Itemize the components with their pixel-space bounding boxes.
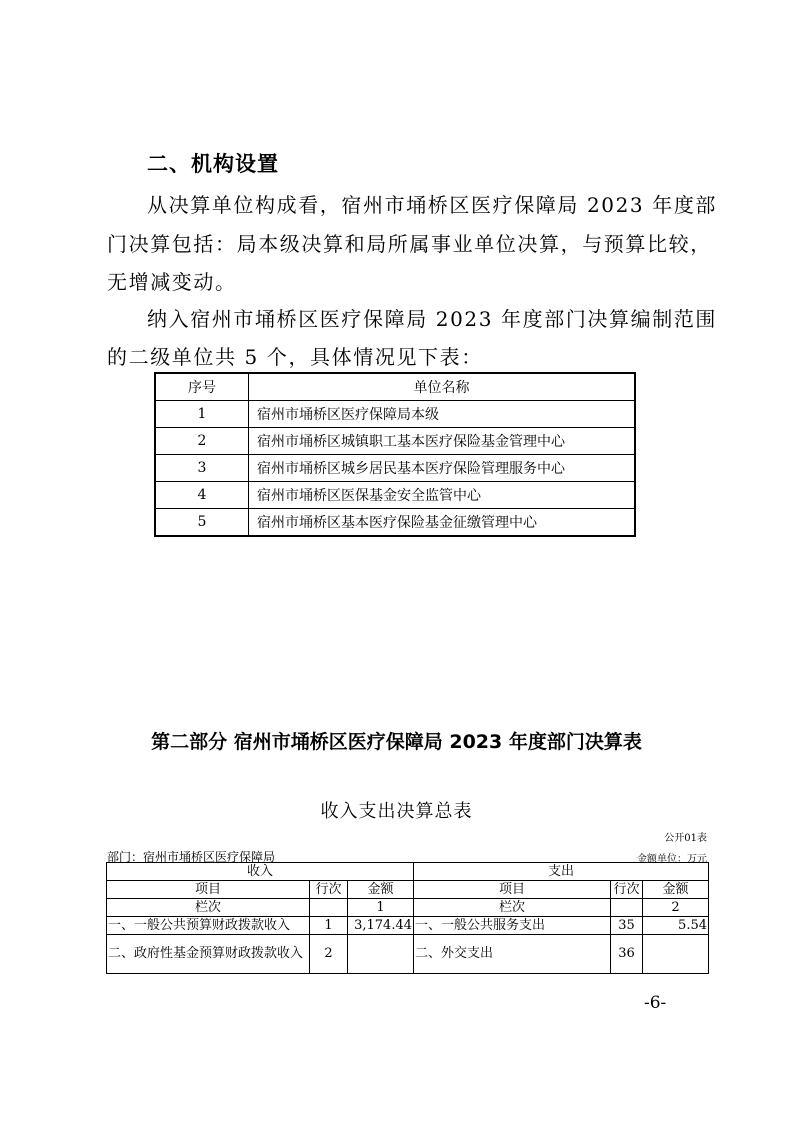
- paragraph-line: 纳入宿州市埇桥区医疗保障局 2023 年度部门决算编制范围: [147, 307, 718, 331]
- lanci-label: 栏次: [414, 899, 611, 917]
- column-header: 行次: [310, 881, 348, 899]
- table-row: [107, 935, 709, 974]
- lanci-label: 栏次: [107, 899, 310, 917]
- section-heading: 二、机构设置: [147, 152, 279, 176]
- unit-name: 宿州市埇桥区医疗保障局本级: [249, 401, 636, 428]
- column-header: 项目: [107, 881, 310, 899]
- paragraph-line: 的二级单位共 5 个，具体情况见下表：: [107, 345, 483, 369]
- income-item: 二、政府性基金预算财政拨款收入: [107, 935, 310, 974]
- column-header: 项目: [414, 881, 611, 899]
- department-label: 部门：宿州市埇桥区医疗保障局: [107, 850, 276, 864]
- row-number: 3: [155, 455, 249, 482]
- paragraph-line: 无增减变动。: [107, 270, 237, 294]
- amount-unit-label: 金额单位：万元: [637, 854, 707, 865]
- part-title: 第二部分 宿州市埇桥区医疗保障局 2023 年度部门决算表: [151, 731, 642, 753]
- income-line: 1: [310, 917, 348, 935]
- column-header: 金额: [643, 881, 709, 899]
- table-row: [155, 482, 635, 509]
- unit-name: 宿州市埇桥区城乡居民基本医疗保险管理服务中心: [249, 455, 636, 482]
- table-header-row: [107, 863, 709, 881]
- unit-name: 宿州市埇桥区医保基金安全监管中心: [249, 482, 636, 509]
- column-header: 金额: [348, 881, 414, 899]
- expense-item: 一、一般公共服务支出: [414, 917, 611, 935]
- expense-item: 二、外交支出: [414, 935, 611, 974]
- table-row: [155, 455, 635, 482]
- empty-cell: [611, 899, 643, 917]
- row-number: 2: [155, 428, 249, 455]
- page-number: -6-: [644, 993, 667, 1013]
- expense-header: 支出: [414, 863, 709, 881]
- expense-line: 35: [611, 917, 643, 935]
- paragraph-line: 从决算单位构成看，宿州市埇桥区医疗保障局 2023 年度部: [147, 193, 718, 217]
- table-header-row: [107, 881, 709, 899]
- unit-name: 宿州市埇桥区基本医疗保险基金征缴管理中心: [249, 509, 636, 537]
- empty-cell: [310, 899, 348, 917]
- income-item: 一、一般公共预算财政拨款收入: [107, 917, 310, 935]
- expense-line: 36: [611, 935, 643, 974]
- income-amount: [348, 935, 414, 974]
- column-header: 序号: [155, 373, 249, 401]
- lanci-number: 1: [348, 899, 414, 917]
- lanci-number: 2: [643, 899, 709, 917]
- table-row: [107, 899, 709, 917]
- column-header: 行次: [611, 881, 643, 899]
- income-amount: 3,174.44: [348, 917, 414, 935]
- income-line: 2: [310, 935, 348, 974]
- report-title: 收入支出决算总表: [320, 801, 473, 822]
- expense-amount: [643, 935, 709, 974]
- column-header: 单位名称: [249, 373, 636, 401]
- paragraph-line: 门决算包括：局本级决算和局所属事业单位决算，与预算比较，: [107, 232, 712, 256]
- form-number: 公开01表: [664, 833, 707, 844]
- expense-amount: 5.54: [643, 917, 709, 935]
- table-header-row: [155, 373, 635, 401]
- table-row: [155, 401, 635, 428]
- income-expense-table: [106, 862, 709, 974]
- row-number: 4: [155, 482, 249, 509]
- table-row: [107, 917, 709, 935]
- unit-name: 宿州市埇桥区城镇职工基本医疗保险基金管理中心: [249, 428, 636, 455]
- income-header: 收入: [107, 863, 414, 881]
- row-number: 1: [155, 401, 249, 428]
- row-number: 5: [155, 509, 249, 537]
- table-row: [155, 509, 635, 537]
- unit-table: [154, 372, 636, 537]
- table-row: [155, 428, 635, 455]
